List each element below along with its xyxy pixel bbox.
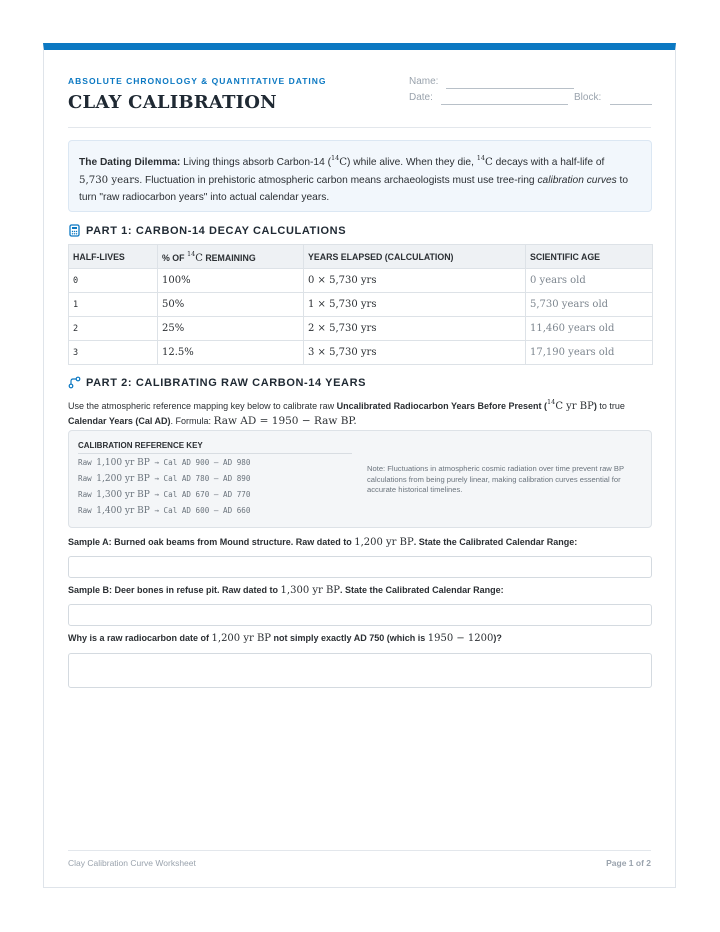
col-years-elapsed: YEARS ELAPSED (CALCULATION) bbox=[304, 245, 526, 269]
branch-icon bbox=[68, 376, 81, 389]
cell-age: 5,730 years old bbox=[526, 293, 653, 317]
intro-emphasis: calibration curves bbox=[537, 174, 617, 186]
col-scientific-age: SCIENTIFIC AGE bbox=[526, 245, 653, 269]
cell-calc: 1 × 5,730 yrs bbox=[304, 293, 526, 317]
answer-sample-b[interactable] bbox=[68, 604, 652, 626]
name-field[interactable] bbox=[446, 88, 574, 89]
footer-title: Clay Calibration Curve Worksheet bbox=[68, 858, 196, 868]
part2-intro: Use the atmospheric reference mapping key below to calibrate raw Uncalibrated Radiocarbon Years Before Present ($^{14}$C yr BP) to true Calendar Years (Cal AD). Formula: Raw AD = 1950 − Raw BP. bbox=[68, 398, 625, 427]
cell-half-lives: 3 bbox=[69, 341, 158, 365]
cell-percent: 25% bbox=[158, 317, 304, 341]
cell-percent: 100% bbox=[158, 269, 304, 293]
cell-age: 11,460 years old bbox=[526, 317, 653, 341]
part1-heading-text: PART 1: CARBON-14 DECAY CALCULATIONS bbox=[86, 224, 347, 237]
question-sample-b: Sample B: Deer bones in refuse pit. Raw dated to 1,300 yr BP. State the Calibrated Calendar Range: bbox=[68, 585, 504, 596]
intro-text-6: turn "raw radiocarbon years" into actual calendar years. bbox=[79, 192, 330, 203]
table-header-row bbox=[69, 245, 653, 269]
part2-heading bbox=[68, 376, 366, 389]
intro-callout: The Dating Dilemma: Living things absorb Carbon-14 ($^{14}$C) while alive. When they die, $^{14}$C decays with a half-life of 5,730 years. Fluctuation in prehistoric atmospheric carbon means archaeologists must use tree-ring calibration curves to turn "raw radiocarbon years" into actual calendar years. bbox=[68, 140, 652, 212]
ref-row: Raw 1,200 yr BP → Cal AD 780 – AD 890 bbox=[78, 474, 251, 484]
calculator-icon bbox=[68, 224, 81, 237]
table-row bbox=[69, 317, 653, 341]
intro-text-5: to bbox=[616, 174, 629, 186]
ref-row: Raw 1,400 yr BP → Cal AD 600 – AD 660 bbox=[78, 506, 251, 516]
ref-note: Note: Fluctuations in atmospheric cosmic radiation over time prevent raw BP calculations from being purely linear, making calibration curves essential for accurate historical timelines. bbox=[367, 464, 624, 494]
date-label: Date: bbox=[409, 92, 433, 103]
block-field[interactable] bbox=[610, 104, 652, 105]
answer-sample-a[interactable] bbox=[68, 556, 652, 578]
half-life-value: 5,730 years bbox=[79, 174, 140, 186]
block-label: Block: bbox=[574, 92, 602, 103]
cell-half-lives: 2 bbox=[69, 317, 158, 341]
table-row bbox=[69, 293, 653, 317]
footer-divider bbox=[68, 850, 651, 851]
eyebrow: ABSOLUTE CHRONOLOGY & QUANTITATIVE DATING bbox=[68, 76, 327, 86]
question-sample-a: Sample A: Burned oak beams from Mound structure. Raw dated to 1,200 yr BP. State the Calibrated Calendar Range: bbox=[68, 537, 578, 548]
cell-calc: 2 × 5,730 yrs bbox=[304, 317, 526, 341]
decay-table bbox=[68, 244, 653, 365]
table-row bbox=[69, 341, 653, 365]
intro-text-3: decays with a half-life of bbox=[492, 157, 605, 168]
worksheet-page bbox=[43, 43, 676, 888]
page-number: Page 1 of 2 bbox=[606, 858, 651, 868]
formula: Raw AD = 1950 − Raw BP. bbox=[213, 415, 357, 427]
question-why: Why is a raw radiocarbon date of 1,200 yr BP not simply exactly AD 750 (which is 1950 − 1200)? bbox=[68, 633, 502, 644]
ref-row: Raw 1,100 yr BP → Cal AD 900 – AD 980 bbox=[78, 458, 251, 468]
page-title: CLAY CALIBRATION bbox=[68, 92, 277, 113]
intro-text-1: Living things absorb Carbon-14 ( bbox=[180, 157, 331, 168]
answer-why[interactable] bbox=[68, 653, 652, 688]
col-percent: % OF $^{14}$C REMAINING bbox=[158, 245, 304, 269]
calibration-reference-key bbox=[68, 430, 652, 528]
cell-calc: 0 × 5,730 yrs bbox=[304, 269, 526, 293]
name-label: Name: bbox=[409, 76, 439, 87]
intro-text-4: . Fluctuation in prehistoric atmospheric carbon means archaeologists must use tree-ring bbox=[139, 174, 538, 186]
cell-half-lives: 0 bbox=[69, 269, 158, 293]
cell-percent: 12.5% bbox=[158, 341, 304, 365]
intro-lead: The Dating Dilemma: bbox=[79, 157, 181, 168]
ref-divider bbox=[78, 453, 352, 454]
header-divider bbox=[68, 127, 651, 128]
ref-row: Raw 1,300 yr BP → Cal AD 670 – AD 770 bbox=[78, 490, 251, 500]
date-field[interactable] bbox=[441, 104, 568, 105]
cell-calc: 3 × 5,730 yrs bbox=[304, 341, 526, 365]
table-row bbox=[69, 269, 653, 293]
cell-age: 0 years old bbox=[526, 269, 653, 293]
cell-percent: 50% bbox=[158, 293, 304, 317]
part1-heading bbox=[68, 224, 346, 237]
part2-heading-text: PART 2: CALIBRATING RAW CARBON-14 YEARS bbox=[86, 376, 367, 389]
ref-title: CALIBRATION REFERENCE KEY bbox=[78, 441, 203, 450]
cell-age: 17,190 years old bbox=[526, 341, 653, 365]
cell-half-lives: 1 bbox=[69, 293, 158, 317]
col-half-lives: HALF-LIVES bbox=[69, 245, 158, 269]
